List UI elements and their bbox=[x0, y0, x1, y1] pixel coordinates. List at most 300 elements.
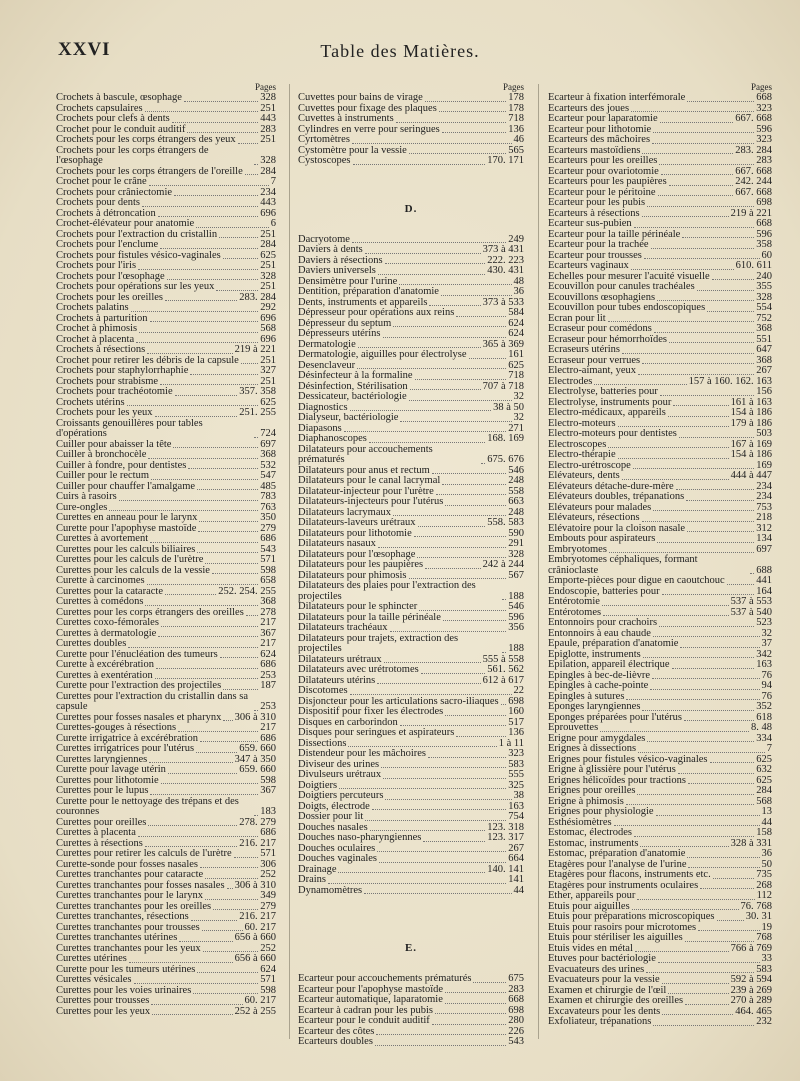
entry-page: 543 bbox=[508, 1036, 524, 1047]
entry-label: Curette à excérébration bbox=[56, 659, 154, 670]
index-entry bbox=[298, 1016, 524, 1027]
entry-page: 46 bbox=[513, 134, 524, 145]
entry-page: 44 bbox=[761, 816, 772, 828]
leader-dots bbox=[425, 568, 480, 569]
entry-page: 267 bbox=[508, 842, 524, 854]
leader-dots bbox=[642, 153, 733, 154]
index-entry bbox=[548, 975, 772, 986]
entry-label: Discotomes bbox=[298, 685, 348, 696]
index-entry bbox=[298, 135, 524, 146]
leader-dots bbox=[383, 778, 506, 779]
entry-page: 30. 31 bbox=[745, 911, 772, 922]
leader-dots bbox=[145, 605, 258, 606]
pages-heading: Pages bbox=[255, 82, 276, 92]
index-entry bbox=[298, 329, 524, 340]
entry-label: Daviers à dents bbox=[298, 244, 363, 255]
leader-dots bbox=[148, 458, 258, 459]
index-entry bbox=[298, 995, 524, 1006]
entry-label: Dilatateurs pour phimosis bbox=[298, 569, 407, 581]
entry-page: 22 bbox=[513, 685, 524, 696]
entry-label: Ecarteur pour le péritoine bbox=[548, 186, 656, 198]
leader-dots bbox=[119, 500, 259, 501]
entry-page: 675 bbox=[508, 973, 524, 984]
index-entry bbox=[548, 996, 772, 1007]
entry-label: Daviers universels bbox=[298, 265, 376, 276]
entry-label: Curettes pour les corps étrangers des oreilles bbox=[56, 606, 244, 618]
entry-page: 44 bbox=[513, 884, 524, 896]
leader-dots bbox=[377, 683, 480, 684]
entry-label: Erigne pour amygdales bbox=[548, 732, 646, 744]
index-entry bbox=[298, 886, 524, 897]
index-entry bbox=[548, 135, 772, 146]
entry-label: Divulseurs urétraux bbox=[298, 769, 382, 780]
entry-label: Eponges laryngiennes bbox=[548, 701, 641, 712]
entry-label: Curettes pour lithotomie bbox=[56, 774, 159, 786]
entry-page: 355 bbox=[756, 281, 772, 292]
index-entry bbox=[548, 324, 772, 335]
leader-dots bbox=[410, 389, 481, 390]
entry-label: Curettes utérines bbox=[56, 953, 127, 964]
entry-label: Entonnoirs à eau chaude bbox=[548, 627, 651, 639]
entry-label: Curettes tranchantes pour fosses nasales bbox=[56, 879, 225, 891]
entry-page: 60 bbox=[761, 249, 772, 261]
entry-page: 368 bbox=[756, 354, 772, 366]
index-entry bbox=[548, 240, 772, 251]
leader-dots bbox=[634, 836, 754, 837]
entry-page: 558 bbox=[508, 485, 524, 497]
entry-page: 368 bbox=[260, 449, 276, 460]
index-entry bbox=[56, 324, 276, 335]
entry-label: Eprouvettes bbox=[548, 722, 599, 733]
leader-dots bbox=[216, 290, 258, 291]
leader-dots bbox=[227, 888, 233, 889]
entry-page: 342 bbox=[756, 648, 772, 660]
index-entry bbox=[298, 518, 524, 529]
index-entry bbox=[548, 681, 772, 692]
entry-page: 537 à 553 bbox=[730, 596, 772, 607]
entry-page: 154 à 186 bbox=[730, 407, 772, 418]
entry-label: Cure-ongles bbox=[56, 501, 108, 513]
leader-dots bbox=[254, 164, 258, 165]
leader-dots bbox=[727, 584, 755, 585]
entry-page: 668 bbox=[508, 994, 524, 1005]
leader-dots bbox=[647, 741, 754, 742]
entry-label: Crochets pour les corps étrangers de l'œsophage bbox=[56, 144, 209, 166]
entry-page: 60. 217 bbox=[244, 921, 276, 933]
entry-label: Epingles à cache-pointe bbox=[548, 680, 649, 691]
entry-label: Ether, appareils pour bbox=[548, 890, 636, 901]
entry-label: Dilatateurs pour la taille périnéale bbox=[298, 611, 441, 623]
entry-page: 367 bbox=[260, 785, 276, 796]
entry-page: 160 bbox=[508, 706, 524, 717]
leader-dots bbox=[150, 321, 259, 322]
entry-label: Crochet à phimosis bbox=[56, 323, 138, 334]
leader-dots bbox=[659, 164, 754, 165]
entry-label: Crochets pour l'œsophage bbox=[56, 270, 165, 282]
entry-page: 686 bbox=[260, 732, 276, 744]
entry-label: Ecarteur à cadran pour les pubis bbox=[298, 1004, 433, 1016]
entry-page: 667. 668 bbox=[735, 113, 772, 124]
entry-label: Crochets pour l'enclume bbox=[56, 239, 159, 250]
entry-page: 598 bbox=[260, 984, 276, 996]
entry-label: Embryotomes céphaliques, formant crânioclaste bbox=[548, 554, 698, 576]
entry-label: Curettes pour les calculs biliaires bbox=[56, 543, 196, 555]
entry-label: Elévateurs détache-dure-mère bbox=[548, 480, 674, 492]
entry-page: 656 à 660 bbox=[234, 932, 276, 943]
entry-label: Etuis pour aiguilles bbox=[548, 900, 630, 912]
leader-dots bbox=[179, 941, 232, 942]
leader-dots bbox=[187, 132, 258, 133]
leader-dots bbox=[469, 358, 507, 359]
leader-dots bbox=[151, 1004, 242, 1005]
index-entry bbox=[548, 408, 772, 419]
entry-label: Ecarteur pour laparatomie bbox=[548, 113, 658, 124]
entry-page: 718 bbox=[508, 113, 524, 124]
leader-dots bbox=[205, 899, 258, 900]
entry-page: 554 bbox=[756, 302, 772, 313]
entry-page: 753 bbox=[756, 501, 772, 513]
leader-dots bbox=[138, 269, 258, 270]
entry-label: Cylindres en verre pour seringues bbox=[298, 123, 440, 135]
entry-page: 783 bbox=[260, 491, 276, 502]
leader-dots bbox=[439, 111, 506, 112]
leader-dots bbox=[626, 804, 754, 805]
leader-dots bbox=[364, 893, 511, 894]
index-entry bbox=[548, 618, 772, 629]
leader-dots bbox=[638, 374, 754, 375]
entry-page: 38 à 50 bbox=[493, 401, 524, 413]
leader-dots bbox=[640, 846, 728, 847]
entry-label: Ecraseur pour verrues bbox=[548, 354, 641, 366]
entry-page: 222. 223 bbox=[487, 254, 524, 266]
leader-dots bbox=[190, 374, 258, 375]
index-entry bbox=[56, 744, 276, 755]
entry-page: 584 bbox=[508, 307, 524, 318]
leader-dots bbox=[654, 332, 754, 333]
entry-label: Dermatologie, aiguilles pour électrolyse bbox=[298, 349, 467, 360]
leader-dots bbox=[456, 736, 506, 737]
entry-page: 32 bbox=[761, 627, 772, 639]
leader-dots bbox=[167, 279, 259, 280]
entry-label: Dilatateurs lacrymaux bbox=[298, 506, 392, 518]
leader-dots bbox=[223, 689, 258, 690]
entry-page: 558. 583 bbox=[487, 517, 524, 528]
entry-page: 357. 358 bbox=[239, 386, 276, 397]
leader-dots bbox=[400, 421, 511, 422]
leader-dots bbox=[188, 468, 258, 469]
leader-dots bbox=[147, 353, 232, 354]
entry-page: 571 bbox=[260, 554, 276, 565]
entry-page: 279 bbox=[260, 522, 276, 534]
leader-dots bbox=[358, 347, 481, 348]
leader-dots bbox=[642, 710, 754, 711]
index-entry bbox=[56, 765, 276, 776]
leader-dots bbox=[456, 316, 506, 317]
leader-dots bbox=[129, 962, 233, 963]
index-entry bbox=[298, 865, 524, 876]
entry-page: 624 bbox=[508, 317, 524, 329]
entry-label: Ecarteurs des joues bbox=[548, 102, 630, 114]
entry-label: Crochets pour les corps étrangers de l'oreille bbox=[56, 165, 243, 177]
entry-label: Electro-thérapie bbox=[548, 449, 616, 460]
index-entry bbox=[56, 828, 276, 839]
index-entry bbox=[548, 744, 772, 755]
entry-page: 368 bbox=[260, 596, 276, 607]
index-entry bbox=[56, 639, 276, 650]
entry-label: Dilatateurs-injecteurs pour l'utérus bbox=[298, 496, 444, 507]
leader-dots bbox=[662, 1014, 733, 1015]
index-entry bbox=[548, 597, 772, 608]
entry-page: 668 bbox=[756, 218, 772, 229]
entry-page: 327 bbox=[260, 365, 276, 376]
entry-label: Etuis pour préparations microscopiques bbox=[548, 911, 715, 922]
entry-page: 33 bbox=[761, 953, 772, 964]
entry-page: 251 bbox=[260, 375, 276, 387]
leader-dots bbox=[150, 542, 258, 543]
entry-label: Erignes pour oreilles bbox=[548, 785, 636, 796]
entry-page: 178 bbox=[508, 92, 524, 103]
entry-page: 561. 562 bbox=[487, 664, 524, 675]
index-entry bbox=[298, 623, 524, 634]
entry-page: 698 bbox=[756, 197, 772, 208]
entry-page: 590 bbox=[508, 527, 524, 539]
leader-dots bbox=[377, 851, 506, 852]
entry-label: Dilatateur-injecteur pour l'urètre bbox=[298, 485, 434, 497]
entry-label: Electrolyse, instruments pour bbox=[548, 396, 672, 408]
leader-dots bbox=[688, 867, 759, 868]
entry-page: 618 bbox=[756, 711, 772, 723]
entry-page: 141 bbox=[508, 874, 524, 885]
entry-label: Cyrtomètres bbox=[298, 134, 350, 145]
entry-page: 763 bbox=[260, 501, 276, 513]
entry-label: Examen et chirurgie de l'œil bbox=[548, 984, 667, 996]
leader-dots bbox=[378, 274, 485, 275]
entry-page: 48 bbox=[513, 275, 524, 287]
leader-dots bbox=[219, 237, 258, 238]
index-entry bbox=[548, 849, 772, 860]
entry-page: 242. 244 bbox=[735, 176, 772, 187]
entry-label: Cuvettes pour bains de virage bbox=[298, 92, 423, 103]
entry-page: 156 bbox=[756, 386, 772, 397]
leader-dots bbox=[197, 489, 258, 490]
leader-dots bbox=[145, 111, 259, 112]
leader-dots bbox=[365, 253, 481, 254]
index-entry bbox=[298, 875, 524, 886]
index-entry bbox=[56, 933, 276, 944]
entry-page: 219 à 221 bbox=[234, 344, 276, 355]
entry-label: Doigtiers percuteurs bbox=[298, 790, 384, 801]
leader-dots bbox=[344, 431, 507, 432]
index-entry bbox=[298, 497, 524, 508]
entry-label: Dilatateurs pour l'œsophage bbox=[298, 548, 416, 560]
leader-dots bbox=[393, 326, 506, 327]
leader-dots bbox=[128, 647, 258, 648]
entry-page: 464. 465 bbox=[735, 1005, 772, 1017]
entry-page: 328 bbox=[260, 92, 276, 103]
entry-page: 583 bbox=[756, 963, 772, 975]
leader-dots bbox=[109, 510, 258, 511]
leader-dots bbox=[238, 143, 259, 144]
entry-label: Erignes à dissections bbox=[548, 743, 637, 754]
entry-label: Crochets pour staphylorrhaphie bbox=[56, 365, 189, 376]
entry-page: 270 à 289 bbox=[730, 995, 772, 1006]
index-entry bbox=[56, 408, 276, 419]
entry-label: Curettes à dermatologie bbox=[56, 627, 157, 639]
entry-label: Douches vaginales bbox=[298, 853, 378, 864]
leader-dots bbox=[139, 332, 258, 333]
entry-page: 94 bbox=[761, 680, 772, 691]
leader-dots bbox=[381, 767, 506, 768]
index-entry bbox=[56, 366, 276, 377]
leader-dots bbox=[662, 983, 729, 984]
entry-label: Ecouvillon pour canules trachéales bbox=[548, 281, 695, 292]
leader-dots bbox=[662, 594, 755, 595]
entry-label: Exfoliateur, trépanations bbox=[548, 1016, 652, 1027]
index-entry bbox=[56, 1007, 276, 1018]
entry-label: Eponges préparées pour l'utérus bbox=[548, 711, 682, 723]
entry-label: Curettes laryngiennes bbox=[56, 753, 148, 765]
entry-page: 38 bbox=[513, 790, 524, 801]
leader-dots bbox=[688, 783, 754, 784]
leader-dots bbox=[399, 284, 511, 285]
leader-dots bbox=[378, 547, 506, 548]
entry-label: Curettes tranchantes utérines bbox=[56, 932, 178, 943]
leader-dots bbox=[198, 531, 258, 532]
entry-page: 543 bbox=[260, 543, 276, 555]
entry-page: 216. 217 bbox=[239, 837, 276, 849]
entry-label: Electro-aimant, yeux bbox=[548, 365, 637, 376]
entry-label: Ecarteur pour la trachée bbox=[548, 239, 649, 250]
leader-dots bbox=[213, 909, 258, 910]
index-entry bbox=[56, 954, 276, 965]
entry-label: Dilatateurs nasaux bbox=[298, 538, 376, 549]
entry-label: Embryotomes bbox=[548, 543, 607, 555]
leader-dots bbox=[698, 930, 759, 931]
leader-dots bbox=[657, 300, 754, 301]
entry-page: 6 bbox=[270, 218, 276, 229]
section-letter: E. bbox=[404, 942, 418, 954]
entry-label: Crochets pour fistules vésico-vaginales bbox=[56, 249, 221, 261]
entry-label: Entérotomie bbox=[548, 596, 600, 607]
index-entry bbox=[548, 891, 772, 902]
leader-dots bbox=[234, 857, 259, 858]
entry-label: Ecouvillon pour tubes endoscopiques bbox=[548, 302, 706, 313]
entry-page: 686 bbox=[260, 827, 276, 838]
index-entry bbox=[298, 245, 524, 256]
entry-page: 219 à 221 bbox=[730, 207, 772, 219]
entry-label: Curettes doubles bbox=[56, 638, 127, 649]
entry-page: 766 à 769 bbox=[730, 942, 772, 954]
leader-dots bbox=[328, 883, 506, 884]
entry-label: Etuis pour stériliser les aiguilles bbox=[548, 932, 683, 943]
index-entry bbox=[298, 812, 524, 823]
entry-page: 568 bbox=[756, 795, 772, 807]
entry-label: Doigts, électrode bbox=[298, 800, 370, 812]
leader-dots bbox=[660, 122, 734, 123]
entry-label: Etagères pour instruments oculaires bbox=[548, 879, 699, 891]
entry-page: 112 bbox=[756, 890, 772, 901]
leader-dots bbox=[145, 846, 237, 847]
entry-label: Etagères pour l'analyse de l'urine bbox=[548, 858, 687, 870]
entry-page: 752 bbox=[756, 312, 772, 324]
entry-page: 169 bbox=[756, 459, 772, 471]
entry-label: Ecarteur pour l'apophyse mastoïde bbox=[298, 983, 444, 995]
entry-label: Ecran pour lit bbox=[548, 312, 606, 324]
entry-label: Curettes irrigatrices pour l'utérus bbox=[56, 743, 195, 754]
entry-page: 735 bbox=[756, 869, 772, 880]
leader-dots bbox=[600, 731, 749, 732]
leader-dots bbox=[603, 615, 729, 616]
entry-label: Electrolyse, batteries pour bbox=[548, 386, 658, 397]
entry-page: 136 bbox=[508, 727, 524, 738]
entry-label: Dentition, préparation d'anatomie bbox=[298, 286, 439, 297]
entry-label: Curettes à avortement bbox=[56, 533, 149, 544]
entry-label: Dilatateurs pour le canal lacrymal bbox=[298, 475, 441, 486]
index-entry bbox=[56, 303, 276, 314]
entry-label: Estomac, préparation d'anatomie bbox=[548, 848, 686, 859]
entry-page: 328 à 331 bbox=[730, 837, 772, 849]
entry-label: Curette irrigatrice à excérébration bbox=[56, 732, 198, 744]
index-entry bbox=[56, 471, 276, 482]
index-entry bbox=[298, 308, 524, 319]
index-entry bbox=[548, 786, 772, 797]
leader-dots bbox=[148, 825, 237, 826]
leader-dots bbox=[428, 757, 506, 758]
pages-heading: Pages bbox=[503, 82, 524, 92]
entry-page: 625 bbox=[260, 249, 276, 261]
index-entry bbox=[56, 345, 276, 356]
entry-label: Etuis pour rasoirs pour microtomes bbox=[548, 921, 697, 933]
leader-dots bbox=[632, 909, 739, 910]
entry-page: 183 bbox=[260, 806, 276, 817]
index-entry bbox=[56, 219, 276, 230]
entry-page: 430. 431 bbox=[487, 265, 524, 276]
page-title: Table des Matières. bbox=[320, 41, 480, 61]
entry-label: Diapasons bbox=[298, 422, 342, 434]
leader-dots bbox=[445, 715, 506, 716]
leader-dots bbox=[643, 657, 755, 658]
leader-dots bbox=[637, 899, 754, 900]
index-entry bbox=[548, 555, 772, 576]
entry-label: Curette pour l'énucléation des tumeurs bbox=[56, 648, 218, 660]
leader-dots bbox=[152, 1014, 232, 1015]
entry-page: 517 bbox=[508, 716, 524, 728]
entry-label: Curettes pour oreilles bbox=[56, 816, 147, 828]
index-entry bbox=[298, 854, 524, 865]
index-entry bbox=[56, 692, 276, 713]
leader-dots bbox=[635, 951, 729, 952]
entry-page: 625 bbox=[756, 753, 772, 765]
leader-dots bbox=[409, 153, 506, 154]
index-entry bbox=[56, 660, 276, 671]
entry-label: Evacuateurs pour la vessie bbox=[548, 974, 660, 985]
leader-dots bbox=[396, 122, 507, 123]
entry-label: Dilatateurs pour trajets, extraction des projectiles bbox=[298, 632, 459, 654]
entry-label: Curette pour lavage utérin bbox=[56, 764, 166, 775]
index-entry bbox=[548, 933, 772, 944]
index-entry bbox=[298, 560, 524, 571]
leader-dots bbox=[501, 704, 507, 705]
entry-label: Diviseur des urines bbox=[298, 758, 380, 770]
leader-dots bbox=[618, 458, 729, 459]
entry-label: Ecarteur pour lithotomie bbox=[548, 123, 652, 135]
entry-label: Curettes tranchantes, résections bbox=[56, 911, 189, 922]
index-entry bbox=[298, 770, 524, 781]
index-entry bbox=[548, 492, 772, 503]
entry-label: Elévateurs pour malades bbox=[548, 501, 652, 513]
entry-page: 170. 171 bbox=[487, 155, 524, 166]
leader-dots bbox=[375, 1045, 506, 1046]
